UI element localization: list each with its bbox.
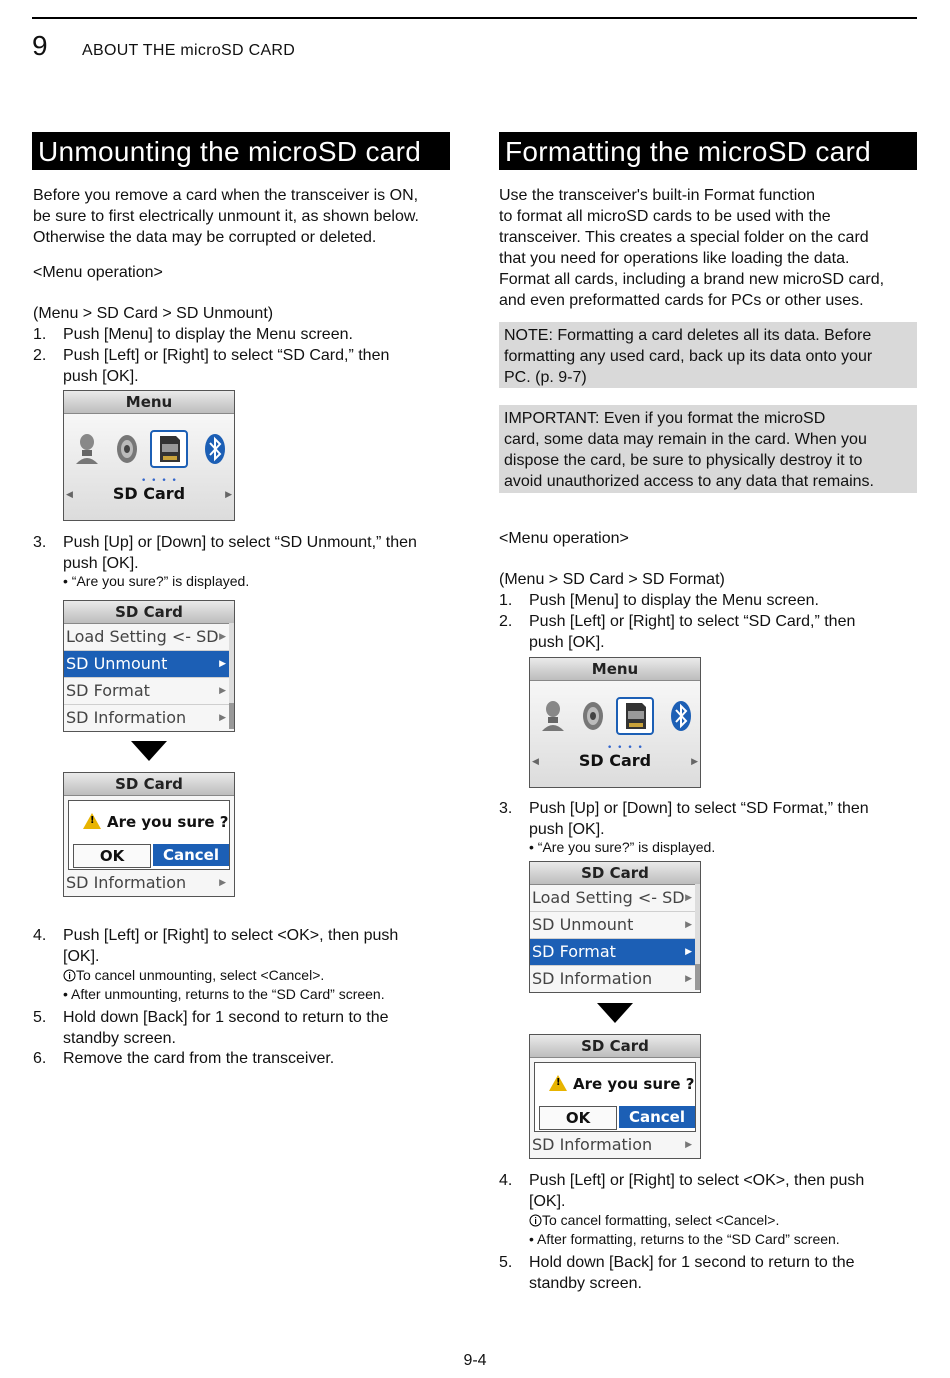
left-step-5 (33, 1007, 453, 1049)
scrollbar (229, 623, 234, 729)
left-step-4-note-1 (63, 966, 324, 985)
chevron-right-icon: ▶ (219, 713, 226, 723)
step-number: 1. (499, 592, 513, 609)
right-step-2 (499, 611, 919, 653)
note-line: PC. (p. 9-7) (504, 369, 587, 386)
left-section-heading: Unmounting the microSD card (32, 132, 450, 170)
down-arrow-icon (597, 1003, 633, 1023)
left-step-4 (33, 925, 453, 967)
step-number: 4. (33, 927, 47, 944)
note-box (499, 322, 917, 388)
important-line: IMPORTANT: Even if you format the microSD (504, 410, 826, 427)
dialog-screen-title: SD Card (64, 773, 234, 796)
step-text: Push [Up] or [Down] to select “SD Format,” then (529, 800, 869, 817)
sd-card-list-screen (529, 861, 701, 993)
page-number: 9-4 (463, 1352, 487, 1369)
step-number: 3. (499, 800, 513, 817)
chevron-right-icon: ▶ (219, 632, 226, 642)
step-text: [OK]. (529, 1193, 566, 1210)
step-number: 2. (499, 613, 513, 630)
warning-glyph: ! (556, 1077, 561, 1088)
right-step-4-note-1 (529, 1211, 779, 1230)
list-item-sd-information (64, 705, 234, 731)
list-item-label: Load Setting <- SD (532, 888, 685, 907)
right-arrow-icon: ▶ (225, 490, 232, 500)
confirm-dialog (534, 1062, 696, 1132)
menu-selected-label: SD Card (578, 751, 652, 770)
left-arrow-icon: ◀ (532, 757, 539, 767)
list-item-label: SD Format (532, 942, 616, 961)
step-number: 5. (499, 1254, 513, 1271)
left-step-6 (33, 1048, 453, 1069)
warning-icon (549, 1075, 567, 1091)
menu-screen-body (530, 681, 700, 787)
list-item-label: SD Information (66, 873, 187, 892)
dialog-question-text: Are you sure ? (107, 813, 229, 831)
right-intro (499, 185, 919, 311)
bluetooth-icon (196, 430, 234, 468)
scrollbar (695, 884, 700, 990)
cancel-button: Cancel (153, 844, 229, 866)
sd-card-list-screen (63, 600, 235, 732)
dialog-question (549, 1075, 695, 1093)
menu-screen (63, 390, 235, 521)
step-text: Hold down [Back] for 1 second to return to the (529, 1254, 855, 1271)
dialog-area (64, 796, 234, 896)
confirm-dialog (68, 800, 230, 870)
confirm-dialog-screen (529, 1034, 701, 1159)
menu-selected-label: SD Card (112, 484, 186, 503)
step-number: 1. (33, 326, 47, 343)
left-menu-path: (Menu > SD Card > SD Unmount) (33, 305, 274, 322)
list-item-sd-information (530, 1132, 700, 1158)
step-text: Push [Left] or [Right] to select “SD Card,” then (63, 347, 390, 364)
right-intro-line: Use the transceiver's built-in Format function (499, 187, 816, 204)
note-line: NOTE: Formatting a card deletes all its data. Before (504, 327, 872, 344)
left-intro-line: Otherwise the data may be corrupted or deleted. (33, 229, 377, 246)
menu-icon-row (530, 697, 700, 737)
step-text: push [OK]. (529, 634, 605, 651)
left-step-3 (33, 532, 453, 574)
note-line: formatting any used card, back up its data onto your (504, 348, 873, 365)
left-intro-line: Before you remove a card when the transceiver is ON, (33, 187, 419, 204)
down-arrow-icon (131, 741, 167, 761)
microsd-card-icon (152, 432, 186, 466)
chevron-right-icon: ▶ (219, 878, 226, 888)
menu-screen-body (64, 414, 234, 520)
bluetooth-icon (662, 697, 700, 735)
left-arrow-icon: ◀ (66, 490, 73, 500)
left-step-2 (33, 345, 453, 387)
scrollbar-thumb (695, 964, 700, 990)
right-step-4-note-2: • After formatting, returns to the “SD Card” screen. (529, 1231, 840, 1247)
chevron-right-icon: ▶ (219, 686, 226, 696)
important-line: dispose the card, be sure to physically destroy it to (504, 452, 863, 469)
list-item-label: Load Setting <- SD (66, 627, 219, 646)
speaker-icon (574, 697, 612, 735)
step-number: 5. (33, 1009, 47, 1026)
chapter-title: ABOUT THE microSD CARD (82, 42, 296, 59)
microsd-card-icon-frame (150, 430, 188, 468)
page-dots: • • • • (607, 743, 644, 753)
left-intro-line: be sure to first electrically unmount it, as shown below. (33, 208, 419, 225)
right-step-3 (499, 798, 919, 840)
step-text: Push [Menu] to display the Menu screen. (529, 592, 819, 609)
menu-screen-title: Menu (64, 391, 234, 414)
chevron-right-icon: ▶ (685, 974, 692, 984)
right-step-5 (499, 1252, 919, 1294)
microsd-card-icon-frame (616, 697, 654, 735)
menu-screen-title: Menu (530, 658, 700, 681)
list-item-label: SD Information (66, 708, 187, 727)
right-section-heading: Formatting the microSD card (499, 132, 917, 170)
page-dots: • • • • (141, 476, 178, 486)
dialog-question-text: Are you sure ? (573, 1075, 695, 1093)
step-text: Push [Left] or [Right] to select <OK>, then push (63, 927, 399, 944)
menu-screen (529, 657, 701, 788)
warning-glyph: ! (90, 815, 95, 826)
list-item-label: SD Information (532, 1135, 653, 1154)
important-line: avoid unauthorized access to any data that remains. (504, 473, 874, 490)
list-item-sd-unmount (64, 651, 234, 678)
cancel-button: Cancel (619, 1106, 695, 1128)
chevron-right-icon: ▶ (685, 1140, 692, 1150)
microphone-icon (534, 697, 572, 735)
confirm-dialog-screen (63, 772, 235, 897)
list-title: SD Card (530, 862, 700, 885)
ok-button: OK (539, 1106, 617, 1130)
right-intro-line: to format all microSD cards to be used with the (499, 208, 831, 225)
right-intro-line: and even preformatted cards for PCs or other uses. (499, 292, 864, 309)
right-step-4 (499, 1170, 919, 1212)
important-box (499, 405, 917, 493)
right-intro-line: Format all cards, including a brand new microSD card, (499, 271, 885, 288)
scrollbar-thumb (229, 703, 234, 729)
step-number: 4. (499, 1172, 513, 1189)
step-number: 2. (33, 347, 47, 364)
step-text: Push [Up] or [Down] to select “SD Unmount,” then (63, 534, 417, 551)
step-text: standby screen. (63, 1030, 176, 1047)
list-item-sd-format (64, 678, 234, 705)
note-text: To cancel formatting, select <Cancel>. (542, 1212, 780, 1228)
list-item-sd-format (530, 939, 700, 966)
chevron-right-icon: ▶ (685, 893, 692, 903)
chevron-right-icon: ▶ (685, 920, 692, 930)
right-arrow-icon: ▶ (691, 757, 698, 767)
right-menu-path: (Menu > SD Card > SD Format) (499, 571, 725, 588)
speaker-icon (108, 430, 146, 468)
warning-icon (83, 813, 101, 829)
right-intro-line: that you need for operations like loading the data. (499, 250, 850, 267)
step-text: push [OK]. (63, 555, 139, 572)
left-menu-operation: <Menu operation> (33, 264, 163, 281)
step-text: Push [Left] or [Right] to select <OK>, then push (529, 1172, 865, 1189)
list-item-sd-unmount (530, 912, 700, 939)
list-item-label: SD Unmount (532, 915, 634, 934)
list-item-label: SD Information (532, 969, 653, 988)
list-item-load-setting (530, 885, 700, 912)
dialog-area (530, 1058, 700, 1158)
note-text: To cancel unmounting, select <Cancel>. (76, 967, 325, 983)
step-text: Hold down [Back] for 1 second to return to the (63, 1009, 389, 1026)
step-text: [OK]. (63, 948, 100, 965)
dialog-question (83, 813, 229, 831)
list-item-sd-information (64, 870, 234, 896)
list-item-label: SD Format (66, 681, 150, 700)
chevron-right-icon: ▶ (685, 947, 692, 957)
top-rule (32, 17, 917, 19)
step-text: push [OK]. (63, 368, 139, 385)
right-intro-line: transceiver. This creates a special folder on the card (499, 229, 869, 246)
left-step-1 (33, 324, 453, 345)
step-number: 3. (33, 534, 47, 551)
info-icon (529, 1214, 542, 1227)
microphone-icon (68, 430, 106, 468)
info-icon (63, 969, 76, 982)
list-item-sd-information (530, 966, 700, 992)
left-step-4-note-2: • After unmounting, returns to the “SD Card” screen. (63, 986, 385, 1002)
list-item-label: SD Unmount (66, 654, 168, 673)
left-intro (33, 185, 453, 248)
chapter-number: 9 (32, 30, 48, 61)
important-line: card, some data may remain in the card. When you (504, 431, 867, 448)
step-text: push [OK]. (529, 821, 605, 838)
right-menu-operation: <Menu operation> (499, 530, 629, 547)
step-number: 6. (33, 1050, 47, 1067)
chevron-right-icon: ▶ (219, 659, 226, 669)
right-step-3-note: • “Are you sure?” is displayed. (529, 839, 716, 855)
step-text: Remove the card from the transceiver. (63, 1050, 335, 1067)
step-text: Push [Left] or [Right] to select “SD Card,” then (529, 613, 856, 630)
step-text: Push [Menu] to display the Menu screen. (63, 326, 353, 343)
step-text: standby screen. (529, 1275, 642, 1292)
left-step-3-note: • “Are you sure?” is displayed. (63, 573, 250, 589)
list-title: SD Card (64, 601, 234, 624)
list-item-load-setting (64, 624, 234, 651)
right-step-1 (499, 590, 919, 611)
menu-icon-row (64, 430, 234, 470)
ok-button: OK (73, 844, 151, 868)
microsd-card-icon (618, 699, 652, 733)
dialog-screen-title: SD Card (530, 1035, 700, 1058)
